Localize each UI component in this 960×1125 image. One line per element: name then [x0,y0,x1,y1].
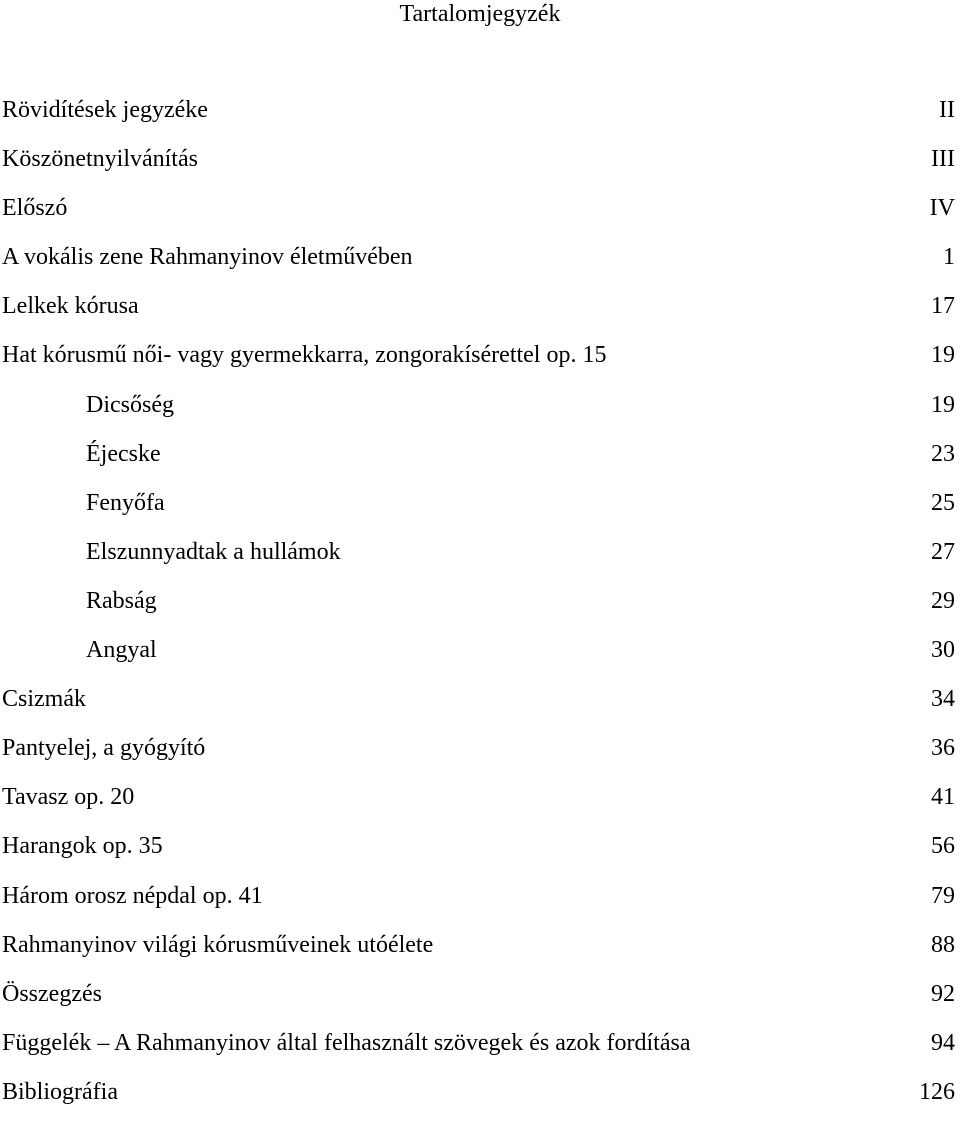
toc-entry-page: 88 [931,931,955,958]
toc-entry-label: A vokális zene Rahmanyinov életművében [2,244,413,271]
toc-entry-label: Rövidítések jegyzéke [2,97,208,123]
toc-entry[interactable] [2,929,955,978]
toc-entry[interactable] [2,978,955,1027]
toc-subentry[interactable] [2,536,955,585]
toc-entry-page: 41 [931,784,955,811]
toc-entry[interactable] [2,880,955,929]
toc-entry-page: 19 [931,342,955,369]
toc-entry-page: III [931,146,955,173]
toc-entry-label: Bibliográfia [2,1078,118,1105]
toc-entry-page: 36 [931,735,955,762]
toc-entry-label: Tavasz op. 20 [2,784,135,811]
toc-entry-page: 34 [931,686,955,713]
toc-entry-page: 126 [919,1078,955,1105]
toc-entry-page: 92 [931,980,955,1007]
toc-entry-label: Hat kórusmű női- vagy gyermekkarra, zongorakísérettel op. 15 [2,342,607,369]
toc-entry[interactable] [2,830,955,879]
toc-entry-label: Három orosz népdal op. 41 [2,882,263,909]
page-title: Tartalomjegyzék [399,1,561,27]
toc-entry-page: 79 [931,882,955,909]
toc-entry-page: 94 [931,1029,955,1056]
toc-entry[interactable] [2,683,955,732]
toc-entry-page: 17 [931,293,955,320]
toc-entry-label: Rahmanyinov világi kórusműveinek utóélete [2,931,434,958]
toc-entry-page: 27 [931,538,955,565]
toc-entry[interactable] [2,339,955,388]
toc-entry[interactable] [2,94,955,143]
toc-entry-label: Előszó [2,195,68,222]
toc-entry-label: Lelkek kórusa [2,293,139,320]
toc-entry-label: Összegzés [2,980,102,1007]
toc-entry-label: Fenyőfa [86,489,165,516]
toc-entry[interactable] [2,143,955,192]
toc-entry-page: 29 [931,587,955,614]
toc-subentry[interactable] [2,487,955,536]
toc-entry-label: Pantyelej, a gyógyító [2,735,206,762]
toc-entry-label: Köszönetnyilvánítás [2,146,198,173]
toc-subentry[interactable] [2,389,955,438]
toc-entry[interactable] [2,241,955,290]
toc-entry-label: Csizmák [2,686,86,713]
toc-entry-label: Rabság [86,587,157,614]
toc-subentry[interactable] [2,634,955,683]
toc-entry-page: 23 [931,440,955,467]
toc-entry[interactable] [2,192,955,241]
toc-entry[interactable] [2,1076,955,1125]
toc-subentry[interactable] [2,585,955,634]
toc-entry-label: Éjecske [86,440,161,467]
toc-entry[interactable] [2,781,955,830]
toc-entry-label: Elszunnyadtak a hullámok [86,538,341,565]
toc-entry-page: 30 [931,637,955,664]
toc-entry-label: Harangok op. 35 [2,833,163,860]
toc-entry-page: II [939,97,955,123]
toc-entry[interactable] [2,732,955,781]
toc-entry-label: Függelék – A Rahmanyinov által felhasznált szövegek és azok fordítása [2,1029,691,1056]
toc-entry-page: IV [929,195,955,222]
toc-entry-page: 56 [931,833,955,860]
toc-entry-label: Angyal [86,637,157,664]
toc-subentry[interactable] [2,438,955,487]
toc-entry-page: 19 [931,391,955,418]
toc-entry-page: 1 [943,244,955,271]
toc-entry[interactable] [2,290,955,339]
table-of-contents [2,94,955,1125]
toc-entry[interactable] [2,1027,955,1076]
toc-entry-page: 25 [931,489,955,516]
toc-entry-label: Dicsőség [86,391,174,418]
